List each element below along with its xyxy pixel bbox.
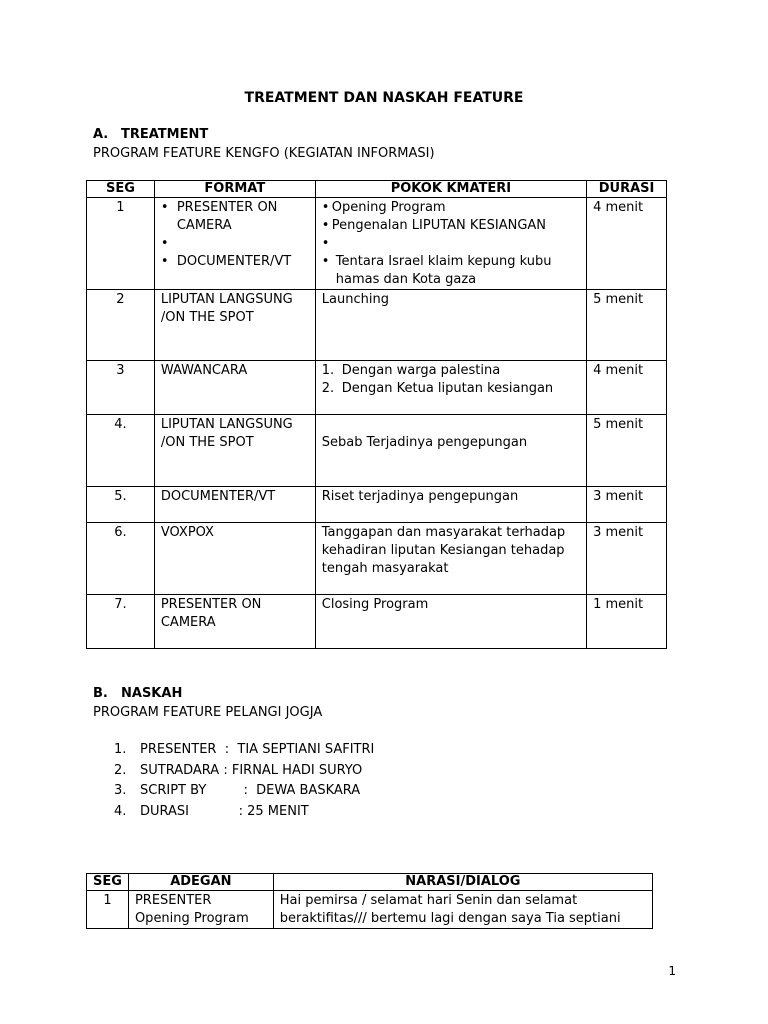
treatment-table (86, 180, 667, 649)
format-list (161, 199, 309, 271)
page-number: 1 (668, 964, 676, 978)
cell-durasi: 3 menit (587, 487, 667, 523)
cell-seg: 2 (87, 290, 155, 361)
cell-narasi: Hai pemirsa / selamat hari Senin dan selamat beraktifitas/// bertemu lagi dengan saya Tia septiani (273, 891, 652, 929)
column-header-seg: SEG (87, 874, 129, 891)
table-row (87, 891, 653, 929)
naskah-table (86, 873, 653, 929)
column-header-narasi: NARASI/DIALOG (273, 874, 652, 891)
section-a-number: A. (93, 127, 109, 142)
cell-format: LIPUTAN LANGSUNG /ON THE SPOT (154, 415, 315, 487)
cell-format: PRESENTER ON CAMERA (154, 595, 315, 649)
cell-seg: 3 (87, 361, 155, 415)
cell-durasi: 4 menit (587, 198, 667, 290)
table-header-row (87, 874, 653, 891)
adegan-title: PRESENTER (134, 893, 212, 908)
cell-materi: Riset terjadinya pengepungan (315, 487, 586, 523)
list-item: 1. Dengan warga palestina (321, 363, 501, 378)
column-header-seg: SEG (87, 181, 155, 198)
cell-format: DOCUMENTER/VT (154, 487, 315, 523)
list-item: 3. SCRIPT BY : DEWA BASKARA (114, 783, 361, 798)
cell-durasi: 3 menit (587, 523, 667, 595)
cell-durasi: 5 menit (587, 415, 667, 487)
cell-materi: Tanggapan dan masyarakat terhadap kehadiran liputan Kesiangan tehadap tengah masyarakat (315, 523, 586, 595)
cell-seg: 4. (87, 415, 155, 487)
table-row (87, 523, 667, 595)
section-b-heading (93, 686, 182, 701)
list-spacer (322, 235, 580, 253)
cell-materi: Launching (315, 290, 586, 361)
list-item: 2. SUTRADARA : FIRNAL HADI SURYO (114, 762, 363, 778)
cell-format (154, 198, 315, 290)
cell-durasi: 4 menit (587, 361, 667, 415)
table-row (87, 487, 667, 523)
cell-materi (315, 415, 586, 487)
list-item: • Opening Program (322, 199, 580, 217)
table-row (87, 595, 667, 649)
section-a-heading (93, 127, 208, 142)
cell-format: LIPUTAN LANGSUNG /ON THE SPOT (154, 290, 315, 361)
column-header-adegan: ADEGAN (128, 874, 273, 891)
list-item: • Pengenalan LIPUTAN KESIANGAN (322, 217, 580, 235)
column-header-format: FORMAT (154, 181, 315, 198)
adegan-subtitle: Opening Program (134, 911, 249, 926)
cell-seg: 1 (87, 198, 155, 290)
section-a-title: TREATMENT (121, 127, 209, 142)
crew-list (114, 740, 374, 822)
cell-materi (315, 361, 586, 415)
cell-materi: Closing Program (315, 595, 586, 649)
table-row (87, 198, 667, 290)
list-item: 4. DURASI : 25 MENIT (114, 803, 309, 819)
cell-format: WAWANCARA (154, 361, 315, 415)
cell-format: VOXPOX (154, 523, 315, 595)
list-item: • DOCUMENTER/VT (161, 253, 309, 271)
table-row (87, 290, 667, 361)
table-row (87, 415, 667, 487)
list-item: • Tentara Israel klaim kepung kubu hamas dan Kota gaza (322, 253, 580, 289)
column-header-materi: POKOK KMATERI (315, 181, 586, 198)
section-a-subtitle: PROGRAM FEATURE KENGFO (KEGIATAN INFORMASI) (93, 146, 435, 161)
cell-seg: 6. (87, 523, 155, 595)
cell-durasi: 5 menit (587, 290, 667, 361)
section-b-title: NASKAH (121, 686, 183, 701)
materi-numbered-list (322, 362, 580, 398)
page-title: TREATMENT DAN NASKAH FEATURE (244, 90, 524, 106)
column-header-durasi: DURASI (587, 181, 667, 198)
list-item: 2. Dengan Ketua liputan kesiangan (321, 381, 554, 396)
cell-seg: 5. (87, 487, 155, 523)
list-item: • PRESENTER ON CAMERA (161, 199, 309, 235)
table-row (87, 361, 667, 415)
cell-materi (315, 198, 586, 290)
cell-durasi: 1 menit (587, 595, 667, 649)
section-b-number: B. (93, 686, 108, 701)
list-item: 1. PRESENTER : TIA SEPTIANI SAFITRI (114, 742, 375, 757)
table-header-row (87, 181, 667, 198)
section-b-subtitle: PROGRAM FEATURE PELANGI JOGJA (93, 705, 323, 720)
materi-list (322, 199, 580, 289)
cell-materi-text: Sebab Terjadinya pengepungan (321, 435, 528, 450)
cell-seg: 7. (87, 595, 155, 649)
list-spacer (161, 235, 309, 253)
cell-seg: 1 (87, 891, 129, 929)
cell-adegan (128, 891, 273, 929)
